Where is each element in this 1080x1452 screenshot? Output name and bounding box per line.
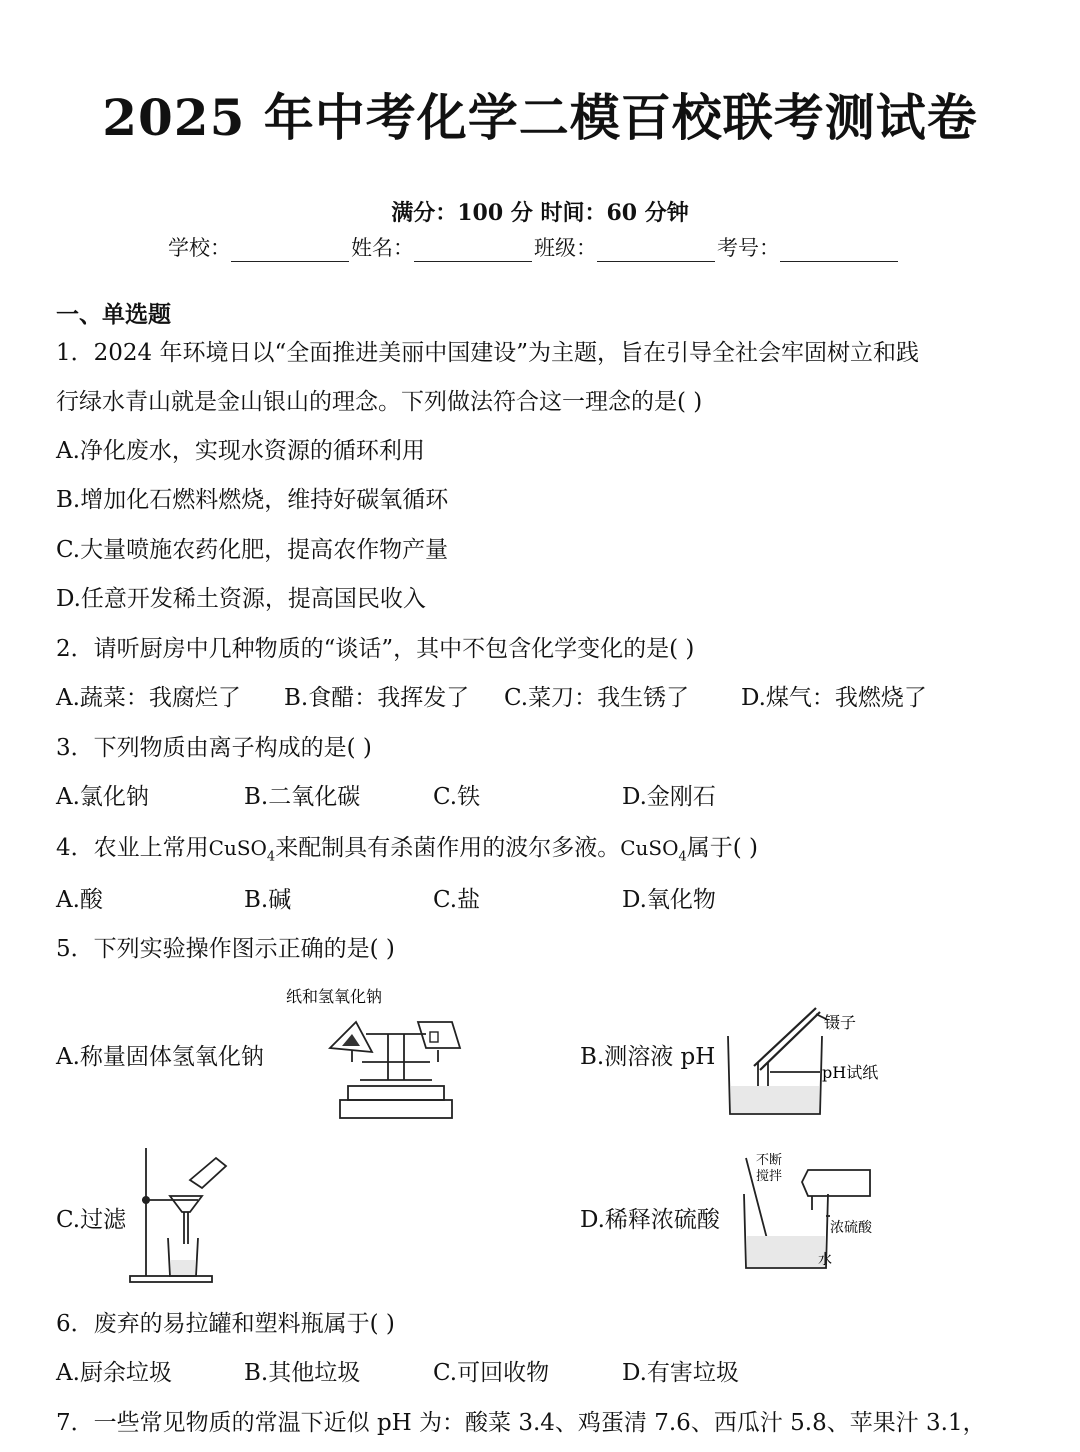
q2-option-d: D.煤气：我燃烧了 [741, 685, 927, 711]
student-info-fields [168, 232, 900, 262]
class-label: 班级： [534, 236, 597, 260]
q1-option-a: A.净化废水，实现水资源的循环利用 [56, 438, 425, 464]
q2-option-c: C.菜刀：我生锈了 [504, 685, 690, 711]
filtration-figure [126, 1148, 236, 1284]
q1-option-b: B.增加化石燃料燃烧，维持好碳氧循环 [56, 487, 449, 513]
q1-option-d: D.任意开发稀土资源，提高国民收入 [56, 586, 426, 612]
q2-option-b: B.食醋：我挥发了 [284, 685, 470, 711]
q5-stem: 5．下列实验操作图示正确的是( ) [56, 936, 395, 962]
q5-option-b: B.测溶液 pH [580, 1044, 716, 1070]
q1-stem-line2: 行绿水青山就是金山银山的理念。下列做法符合这一理念的是( ) [56, 389, 703, 415]
name-label: 姓名： [351, 236, 414, 260]
q5-option-a: A.称量固体氢氧化钠 [56, 1044, 264, 1070]
q6-option-b: B.其他垃圾 [244, 1360, 361, 1386]
fig-b-label-tweezers: 镊子 [824, 1013, 857, 1032]
fig-b-label-ph-paper: pH试纸 [822, 1063, 879, 1082]
q6-option-d: D.有害垃圾 [622, 1360, 739, 1386]
q2-stem: 2．请听厨房中几种物质的“谈话”，其中不包含化学变化的是( ) [56, 636, 695, 662]
dilution-figure [736, 1150, 886, 1274]
q4-stem-mid: 来配制具有杀菌作用的波尔多液。 [275, 835, 621, 861]
fig-a-label: 纸和氢氧化钠 [286, 987, 383, 1006]
q4-formula-1: CuSO [208, 836, 267, 860]
number-label: 考号： [717, 236, 780, 260]
q7-stem: 7．一些常见物质的常温下近似 pH 为：酸菜 3.4、鸡蛋清 7.6、西瓜汁 5.8、苹果汁 3.1， [56, 1410, 986, 1436]
fig-d-label-stir-1: 不断 [756, 1153, 783, 1168]
q4-option-c: C.盐 [433, 887, 481, 913]
page-title: 2025 年中考化学二模百校联考测试卷 [102, 88, 978, 147]
q4-stem [56, 829, 758, 865]
section-heading: 一、单选题 [56, 302, 171, 328]
number-blank[interactable] [780, 239, 898, 262]
q3-option-b: B.二氧化碳 [244, 784, 361, 810]
q4-option-a: A.酸 [56, 887, 103, 913]
q4-option-b: B.碱 [244, 887, 292, 913]
q4-formula-2-sub: 4 [678, 849, 687, 865]
q3-stem: 3．下列物质由离子构成的是( ) [56, 735, 372, 761]
q3-option-a: A.氯化钠 [56, 784, 149, 810]
q4-stem-pre: 4．农业上常用 [56, 835, 209, 861]
balance-scale-figure [286, 982, 466, 1122]
fig-d-label-water: 水 [818, 1252, 832, 1268]
q4-formula-2: CuSO [620, 836, 679, 860]
exam-meta: 满分：100 分 时间：60 分钟 [391, 200, 689, 226]
q4-formula-1-sub: 4 [266, 849, 276, 865]
q4-stem-post: 属于( ) [686, 835, 759, 861]
name-blank[interactable] [414, 239, 532, 262]
q6-option-a: A.厨余垃圾 [56, 1360, 172, 1386]
q5-option-d: D.稀释浓硫酸 [580, 1207, 720, 1233]
fig-d-label-acid: 浓硫酸 [830, 1220, 872, 1236]
q5-option-c: C.过滤 [56, 1207, 127, 1233]
q1-option-c: C.大量喷施农药化肥，提高农作物产量 [56, 537, 449, 563]
q3-option-c: C.铁 [433, 784, 481, 810]
q3-option-d: D.金刚石 [622, 784, 716, 810]
fig-d-label-stir-2: 搅拌 [756, 1169, 783, 1184]
q1-stem-line1: 1．2024 年环境日以“全面推进美丽中国建设”为主题，旨在引导全社会牢固树立和践 [56, 340, 919, 366]
class-blank[interactable] [597, 239, 715, 262]
ph-test-figure [716, 1000, 896, 1120]
q2-option-a: A.蔬菜：我腐烂了 [56, 685, 241, 711]
school-label: 学校： [168, 236, 231, 260]
q4-option-d: D.氧化物 [622, 887, 716, 913]
school-blank[interactable] [231, 239, 349, 262]
q6-stem: 6．废弃的易拉罐和塑料瓶属于( ) [56, 1311, 395, 1337]
q6-option-c: C.可回收物 [433, 1360, 550, 1386]
